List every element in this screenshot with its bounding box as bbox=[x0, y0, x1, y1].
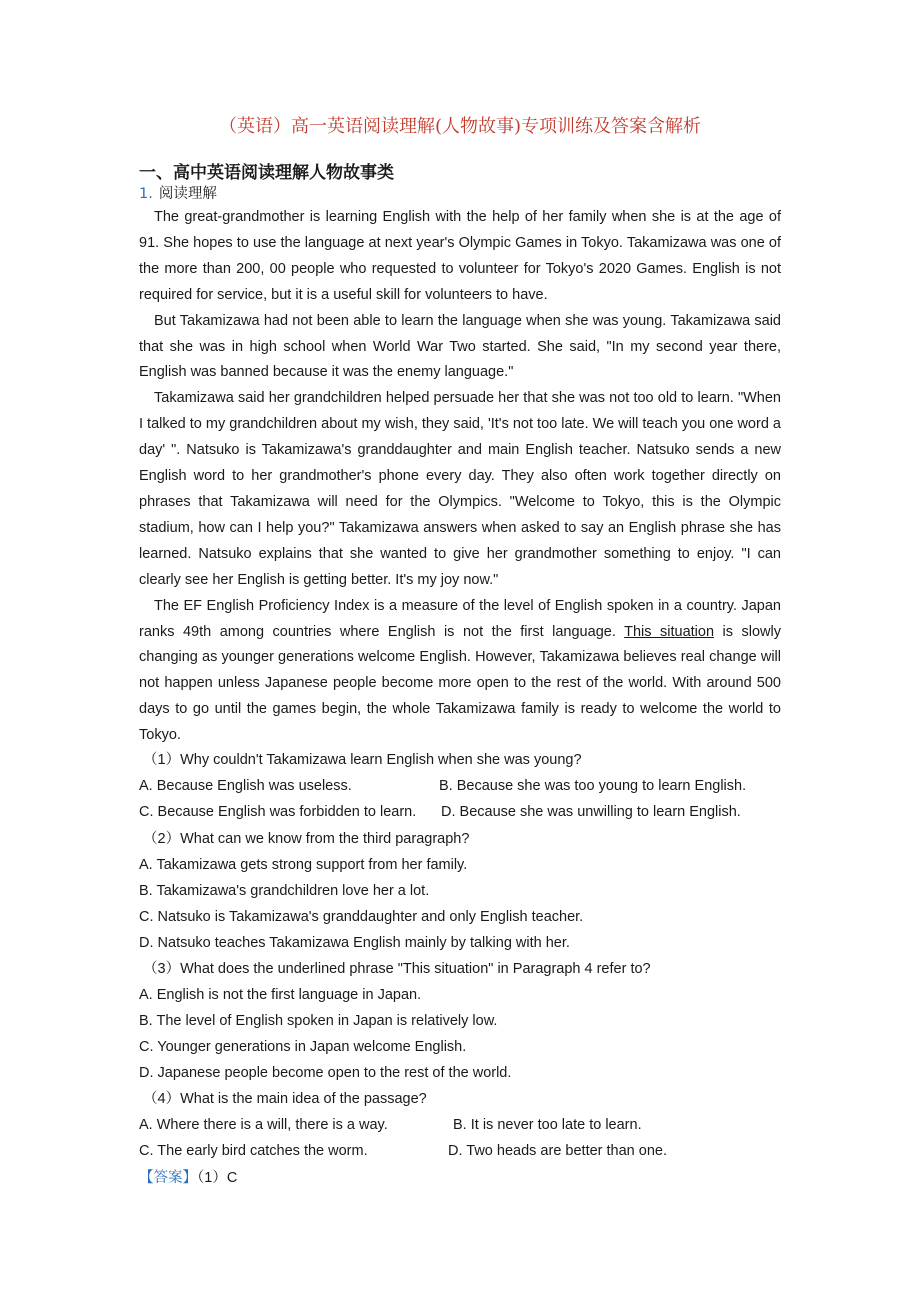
question-4-text: （4）What is the main idea of the passage? bbox=[143, 1091, 427, 1107]
question-2 bbox=[139, 826, 789, 956]
q4-option-c: C. The early bird catches the worm. bbox=[139, 1143, 368, 1159]
q1-option-b: B. Because she was too young to learn English. bbox=[439, 778, 747, 794]
q3-option-b: B. The level of English spoken in Japan is relatively low. bbox=[139, 1013, 498, 1029]
q2-option-b: B. Takamizawa's grandchildren love her a lot. bbox=[139, 883, 430, 899]
question-3-text: （3）What does the underlined phrase "This situation" in Paragraph 4 refer to? bbox=[143, 961, 651, 977]
question-label: 阅读理解 bbox=[158, 186, 217, 202]
paragraph-4-part-b: is slowly changing as younger generations welcome English. However, Takamizawa believes real change will not happen unless Japanese people become more open to the rest of the world. With around 500 days to go until the games begin, the whole Takamizawa family is ready to welcome the world to Tokyo. bbox=[139, 623, 782, 744]
q3-option-a: A. English is not the first language in Japan. bbox=[139, 987, 422, 1003]
paragraph-2: But Takamizawa had not been able to learn the language when she was young. Takamizawa said that she was in high school when World War Two started. She said, "In my second year there, English was banned because it was the enemy language." bbox=[139, 312, 781, 381]
question-number: 1. bbox=[139, 186, 153, 202]
underlined-phrase: This situation bbox=[624, 623, 715, 640]
q2-option-c: C. Natsuko is Takamizawa's granddaughter and only English teacher. bbox=[139, 909, 584, 925]
reading-passage bbox=[139, 205, 781, 749]
q4-option-d: D. Two heads are better than one. bbox=[448, 1143, 667, 1159]
q1-option-a: A. Because English was useless. bbox=[139, 778, 352, 794]
q4-option-a: A. Where there is a will, there is a way. bbox=[139, 1117, 388, 1133]
section-heading: 一、高中英语阅读理解人物故事类 bbox=[139, 163, 394, 183]
q2-option-d: D. Natsuko teaches Takamizawa English mainly by talking with her. bbox=[139, 935, 570, 951]
answer-value: （1）C bbox=[197, 1170, 238, 1186]
question-heading bbox=[139, 182, 217, 203]
question-1 bbox=[139, 747, 789, 825]
question-3 bbox=[139, 956, 789, 1086]
question-4 bbox=[139, 1086, 789, 1164]
q2-option-a: A. Takamizawa gets strong support from her family. bbox=[139, 857, 468, 873]
q1-option-c: C. Because English was forbidden to learn. bbox=[139, 804, 417, 820]
question-2-text: （2）What can we know from the third paragraph? bbox=[143, 831, 470, 847]
question-1-text: （1）Why couldn't Takamizawa learn English when she was young? bbox=[143, 752, 582, 768]
paragraph-4 bbox=[139, 594, 781, 749]
q3-option-d: D. Japanese people become open to the rest of the world. bbox=[139, 1065, 512, 1081]
page-title: （英语）高一英语阅读理解(人物故事)专项训练及答案含解析 bbox=[218, 116, 702, 137]
q4-option-b: B. It is never too late to learn. bbox=[453, 1117, 642, 1133]
q3-option-c: C. Younger generations in Japan welcome English. bbox=[139, 1039, 467, 1055]
paragraph-1: The great-grandmother is learning English with the help of her family when she is at the age of 91. She hopes to use the language at next year's Olympic Games in Tokyo. Takamizawa was one of the more than 200, 00 people who requested to volunteer for Tokyo's 2020 Games. English is not required for service, but it is a useful skill for volunteers to have. bbox=[139, 209, 781, 303]
answer-line bbox=[139, 1166, 237, 1187]
answer-tag: 【答案】 bbox=[139, 1170, 197, 1186]
paragraph-4-part-a: The EF English Proficiency Index is a measure of the level of English spoken in a country. Japan ranks 49th among countries where English is not the first language. bbox=[139, 597, 781, 640]
paragraph-3: Takamizawa said her grandchildren helped persuade her that she was not too old to learn. "When I talked to my grandchildren about my wish, they said, 'It's not too late. We will teach you one word a day' ". Natsuko is Takamizawa's granddaughter and main English teacher. Natsuko sends a new English word to her grandmother's phone every day. They also often work together directly on phrases that Takamizawa will need for the Olympics. "Welcome to Tokyo, this is the Olympic stadium, how can I help you?" Takamizawa answers when asked to say an English phrase she has learned. Natsuko explains that she wanted to give her grandmother something to enjoy. "I can clearly see her English is getting better. It's my joy now." bbox=[139, 390, 781, 588]
q1-option-d: D. Because she was unwilling to learn English. bbox=[441, 804, 741, 820]
